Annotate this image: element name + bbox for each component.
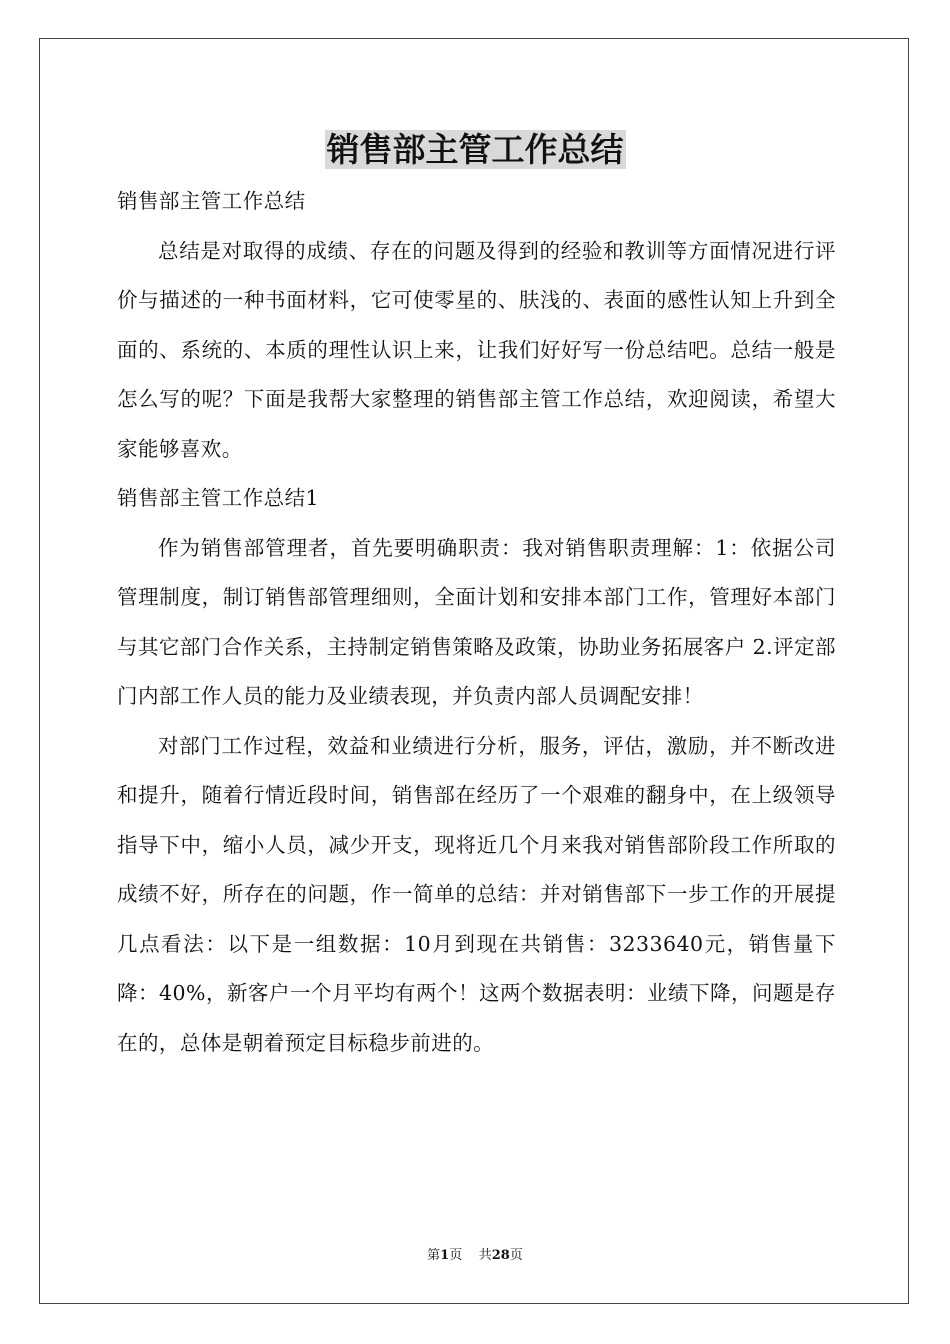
intro-paragraph: 总结是对取得的成绩、存在的问题及得到的经验和教训等方面情况进行评价与描述的一种书面材料，它可使零星的、肤浅的、表面的感性认知上升到全面的、系统的、本质的理性认识上来，让我们好好写一份总结吧。总结一般是怎么写的呢？下面是我帮大家整理的销售部主管工作总结，欢迎阅读，希望大家能够喜欢。	[117, 238, 836, 461]
body-paragraph-1: 作为销售部管理者，首先要明确职责：我对销售职责理解：1：依据公司管理制度，制订销售部管理细则，全面计划和安排本部门工作，管理好本部门与其它部门合作关系，主持制定销售策略及政策，协助业务拓展客户 2.评定部门内部工作人员的能力及业绩表现，并负责内部人员调配安排！	[117, 535, 836, 708]
current-page-number: 1	[440, 1248, 450, 1263]
total-prefix: 共	[478, 1248, 492, 1263]
document-subtitle: 销售部主管工作总结	[117, 189, 306, 213]
page-prefix: 第	[427, 1248, 441, 1263]
document-title	[0, 128, 950, 172]
section-heading: 销售部主管工作总结1	[117, 486, 320, 510]
page-footer	[0, 1247, 950, 1265]
body-paragraph-2: 对部门工作过程，效益和业绩进行分析，服务，评估，激励，并不断改进和提升，随着行情近段时间，销售部在经历了一个艰难的翻身中，在上级领导指导下中，缩小人员，减少开支，现将近几个月来我对销售部阶段工作所取的成绩不好，所存在的问题，作一简单的总结：并对销售部下一步工作的开展提几点看法：以下是一组数据：10月到现在共销售：3233640元，销售量下降：40%，新客户一个月平均有两个！这两个数据表明：业绩下降，问题是存在的，总体是朝着预定目标稳步前进的。	[117, 733, 836, 1055]
document-title-text: 销售部主管工作总结	[326, 130, 624, 169]
total-suffix: 页	[509, 1248, 523, 1263]
page-suffix: 页	[449, 1248, 463, 1263]
total-pages-number: 28	[491, 1248, 510, 1263]
document-body	[117, 177, 836, 1068]
